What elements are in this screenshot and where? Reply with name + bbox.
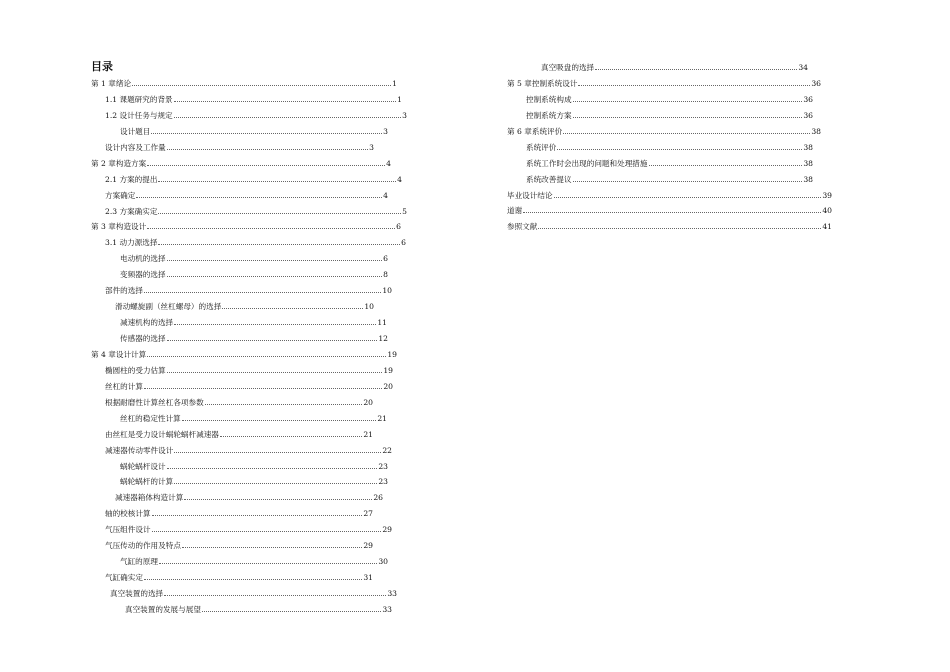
toc-entry-label: 第 6 章系统评价: [507, 126, 563, 136]
toc-entry[interactable]: [91, 124, 388, 140]
toc-right-column: [507, 60, 832, 235]
toc-entry-label: 设计内容及工作量: [105, 142, 166, 152]
toc-entry-page: 6: [383, 254, 388, 264]
toc-entry-label: 传感器的选择: [120, 334, 166, 343]
dot-leader: [202, 610, 381, 612]
dot-leader: [557, 148, 802, 150]
toc-entry-label: 控制系统方案: [526, 110, 572, 120]
dot-leader: [167, 339, 378, 341]
toc-entry-label: 气压组件设计: [105, 525, 151, 535]
toc-entry-page: 36: [803, 110, 813, 120]
toc-entry-page: 1: [392, 79, 397, 88]
toc-entry-page: 30: [378, 557, 388, 567]
toc-entry-label: 1.1 课题研究的背景: [105, 94, 173, 104]
toc-entry-page: 11: [377, 318, 387, 328]
toc-entry[interactable]: [91, 140, 374, 156]
toc-entry-label: 参照文献: [507, 222, 538, 232]
dot-leader: [573, 100, 803, 102]
toc-entry-label: 系统评价: [526, 142, 557, 152]
toc-entry-label: 电动机的选择: [120, 254, 166, 264]
toc-entry-label: 第 5 章控制系统设计: [507, 78, 578, 88]
dot-leader: [152, 514, 363, 516]
toc-entry-label: 系统改善提议: [526, 174, 572, 184]
toc-entry[interactable]: [507, 124, 821, 140]
dot-leader: [174, 451, 381, 453]
toc-entry-page: 4: [383, 190, 388, 200]
dot-leader: [220, 435, 362, 437]
toc-entry[interactable]: [91, 586, 397, 602]
toc-entry[interactable]: [91, 331, 388, 347]
dot-leader: [649, 164, 803, 166]
toc-entry-label: 2.1 方案的提出: [105, 174, 158, 184]
toc-entry-label: 控制系统构成: [526, 94, 572, 104]
dot-leader: [158, 180, 396, 182]
dot-leader: [136, 196, 382, 198]
dot-leader: [205, 403, 363, 405]
toc-entry[interactable]: [91, 299, 374, 315]
toc-entry-label: 道谢: [507, 206, 523, 216]
dot-leader: [578, 84, 810, 86]
dot-leader: [174, 100, 397, 102]
toc-entry-label: 部件的选择: [105, 286, 143, 296]
toc-entry-label: 3.1 动力源选择: [105, 238, 158, 248]
dot-leader: [167, 275, 383, 277]
toc-entry-page: 38: [803, 158, 813, 168]
toc-entry-label: 2.3 方案确实定: [105, 206, 158, 216]
toc-entry[interactable]: [507, 108, 813, 124]
dot-leader: [167, 467, 378, 469]
dot-leader: [573, 180, 803, 182]
toc-entry[interactable]: [91, 554, 388, 570]
toc-entry[interactable]: [507, 60, 808, 76]
toc-entry[interactable]: [91, 204, 407, 220]
toc-entry-label: 变频器的选择: [120, 270, 166, 280]
toc-entry-page: 21: [363, 429, 373, 439]
toc-entry-label: 气缸确实定: [105, 573, 143, 583]
toc-entry-label: 方案确定: [105, 190, 136, 200]
toc-entry-page: 6: [401, 238, 406, 248]
toc-entry-label: 真空装置的选择: [110, 589, 164, 598]
toc-entry-label: 第 4 章设计计算: [91, 349, 147, 359]
toc-entry-label: 第 2 章构造方案: [91, 158, 147, 168]
toc-entry[interactable]: [91, 267, 388, 283]
toc-entry-page: 5: [402, 206, 407, 216]
dot-leader: [523, 211, 821, 213]
toc-entry[interactable]: [91, 602, 392, 618]
toc-entry[interactable]: [91, 347, 397, 363]
dot-leader: [573, 116, 803, 118]
toc-entry-label: 由丝杠是受力设计蜗轮蜗杆减速器: [105, 429, 219, 439]
toc-entry[interactable]: [91, 411, 387, 427]
toc-entry-page: 39: [822, 190, 832, 200]
toc-entry[interactable]: [507, 172, 813, 188]
toc-entry-label: 1.2 设计任务与规定: [105, 110, 173, 120]
toc-entry-page: 27: [363, 509, 373, 519]
toc-entry[interactable]: [91, 156, 391, 172]
dot-leader: [174, 116, 402, 118]
toc-entry-page: 1: [397, 94, 402, 104]
dot-leader: [159, 562, 377, 564]
toc-entry-label: 轴的校核计算: [105, 509, 151, 519]
toc-entry[interactable]: [91, 522, 392, 538]
toc-entry-label: 滑动螺旋副（丝杠螺母）的选择: [115, 302, 222, 312]
toc-entry-page: 38: [811, 126, 821, 136]
toc-entry-page: 33: [387, 589, 397, 598]
toc-entry[interactable]: [507, 219, 832, 235]
toc-entry-page: 29: [363, 541, 373, 551]
toc-entry-label: 丝杠的计算: [105, 381, 143, 391]
dot-leader: [538, 227, 821, 229]
toc-entry-page: 36: [803, 94, 813, 104]
toc-entry-page: 26: [373, 493, 383, 503]
toc-entry-page: 31: [363, 573, 373, 583]
toc-entry-page: 23: [378, 461, 388, 471]
toc-entry-page: 34: [798, 63, 808, 72]
toc-entry-label: 减速器箱体构造计算: [115, 493, 184, 503]
toc-entry[interactable]: [91, 427, 373, 443]
dot-leader: [595, 68, 797, 70]
toc-entry-label: 系统工作时会出现的问题和处理措施: [526, 158, 648, 168]
toc-entry[interactable]: [91, 459, 388, 475]
toc-entry[interactable]: [91, 283, 392, 299]
toc-entry[interactable]: [91, 251, 388, 267]
toc-entry-page: 20: [363, 397, 373, 407]
dot-leader: [147, 355, 386, 357]
toc-entry[interactable]: [507, 203, 832, 219]
toc-entry-page: 4: [397, 174, 402, 184]
toc-entry[interactable]: [91, 506, 373, 522]
dot-leader: [222, 307, 363, 309]
toc-entry-page: 40: [822, 206, 832, 216]
toc-entry-page: 19: [387, 349, 397, 359]
toc-entry[interactable]: [91, 219, 401, 235]
toc-entry[interactable]: [91, 474, 388, 490]
dot-leader: [182, 546, 362, 548]
toc-entry[interactable]: [91, 443, 392, 459]
dot-leader: [147, 164, 385, 166]
toc-entry[interactable]: [91, 395, 373, 411]
toc-entry-label: 丝杠的稳定性计算: [120, 413, 181, 423]
dot-leader: [144, 291, 381, 293]
toc-entry-label: 第 3 章构造设计: [91, 222, 147, 232]
toc-entry-label: 根据耐磨性计算丝杠各项参数: [105, 397, 204, 407]
dot-leader: [132, 84, 391, 86]
toc-entry-page: 41: [822, 222, 832, 232]
toc-entry[interactable]: [507, 140, 813, 156]
toc-entry-label: 气压传动的作用及特点: [105, 541, 181, 551]
toc-entry-page: 29: [382, 525, 392, 535]
dot-leader: [182, 419, 377, 421]
toc-entry[interactable]: [507, 156, 813, 172]
dot-leader: [158, 212, 401, 214]
dot-leader: [174, 482, 377, 484]
toc-entry[interactable]: [507, 188, 832, 204]
toc-entry[interactable]: [91, 172, 402, 188]
toc-entry-label: 真空装置的发展与展望: [125, 604, 201, 614]
toc-entry[interactable]: [91, 363, 393, 379]
toc-entry-label: 蜗轮蜗杆设计: [120, 461, 166, 471]
toc-entry-page: 3: [369, 142, 374, 152]
toc-entry-page: 20: [383, 381, 393, 391]
toc-entry[interactable]: [91, 188, 388, 204]
toc-entry-page: 23: [378, 477, 388, 487]
toc-entry-label: 减速器传动零件设计: [105, 445, 174, 455]
toc-entry-label: 设计题目: [120, 126, 151, 136]
toc-entry-page: 4: [386, 158, 391, 168]
toc-entry-page: 8: [383, 270, 388, 280]
dot-leader: [554, 196, 822, 198]
toc-entry-label: 椭圆柱的受力估算: [105, 365, 166, 375]
dot-leader: [151, 132, 382, 134]
toc-entry-page: 10: [382, 286, 392, 296]
dot-leader: [147, 227, 395, 229]
toc-entry[interactable]: [91, 570, 373, 586]
toc-entry-page: 21: [377, 413, 387, 423]
toc-entry-page: 6: [396, 222, 401, 232]
dot-leader: [563, 132, 810, 134]
dot-leader: [167, 371, 383, 373]
dot-leader: [164, 594, 386, 596]
toc-entry-label: 减速机构的选择: [120, 318, 174, 328]
toc-entry[interactable]: [91, 538, 373, 554]
toc-entry-page: 3: [402, 110, 407, 120]
dot-leader: [144, 387, 382, 389]
toc-entry[interactable]: [91, 315, 387, 331]
toc-entry-page: 10: [364, 302, 374, 312]
dot-leader: [167, 259, 383, 261]
toc-entry-label: 第 1 章绪论: [91, 79, 132, 88]
toc-entry[interactable]: [91, 76, 397, 92]
dot-leader: [167, 148, 368, 150]
toc-entry-label: 真空吸盘的选择: [541, 63, 595, 72]
toc-entry[interactable]: [91, 235, 406, 251]
toc-entry[interactable]: [507, 92, 813, 108]
toc-entry-page: 38: [803, 174, 813, 184]
toc-entry[interactable]: [91, 92, 402, 108]
toc-entry-page: 19: [383, 365, 393, 375]
toc-title: 目录: [91, 60, 113, 73]
dot-leader: [174, 323, 376, 325]
toc-entry[interactable]: [91, 490, 383, 506]
toc-entry-page: 33: [382, 604, 392, 614]
toc-entry-page: 36: [811, 78, 821, 88]
toc-entry-label: 气缸的原理: [120, 557, 158, 567]
dot-leader: [152, 530, 382, 532]
dot-leader: [184, 498, 372, 500]
toc-entry-page: 38: [803, 142, 813, 152]
dot-leader: [158, 243, 400, 245]
toc-left-column: [91, 76, 407, 618]
toc-entry-page: 3: [383, 126, 388, 136]
toc-entry[interactable]: [507, 76, 821, 92]
toc-entry-label: 毕业设计结论: [507, 190, 553, 200]
toc-entry-page: 22: [382, 445, 392, 455]
toc-entry[interactable]: [91, 379, 393, 395]
dot-leader: [144, 578, 362, 580]
toc-entry-label: 蜗轮蜗杆的计算: [120, 477, 174, 487]
toc-entry-page: 12: [378, 334, 388, 343]
toc-entry[interactable]: [91, 108, 407, 124]
